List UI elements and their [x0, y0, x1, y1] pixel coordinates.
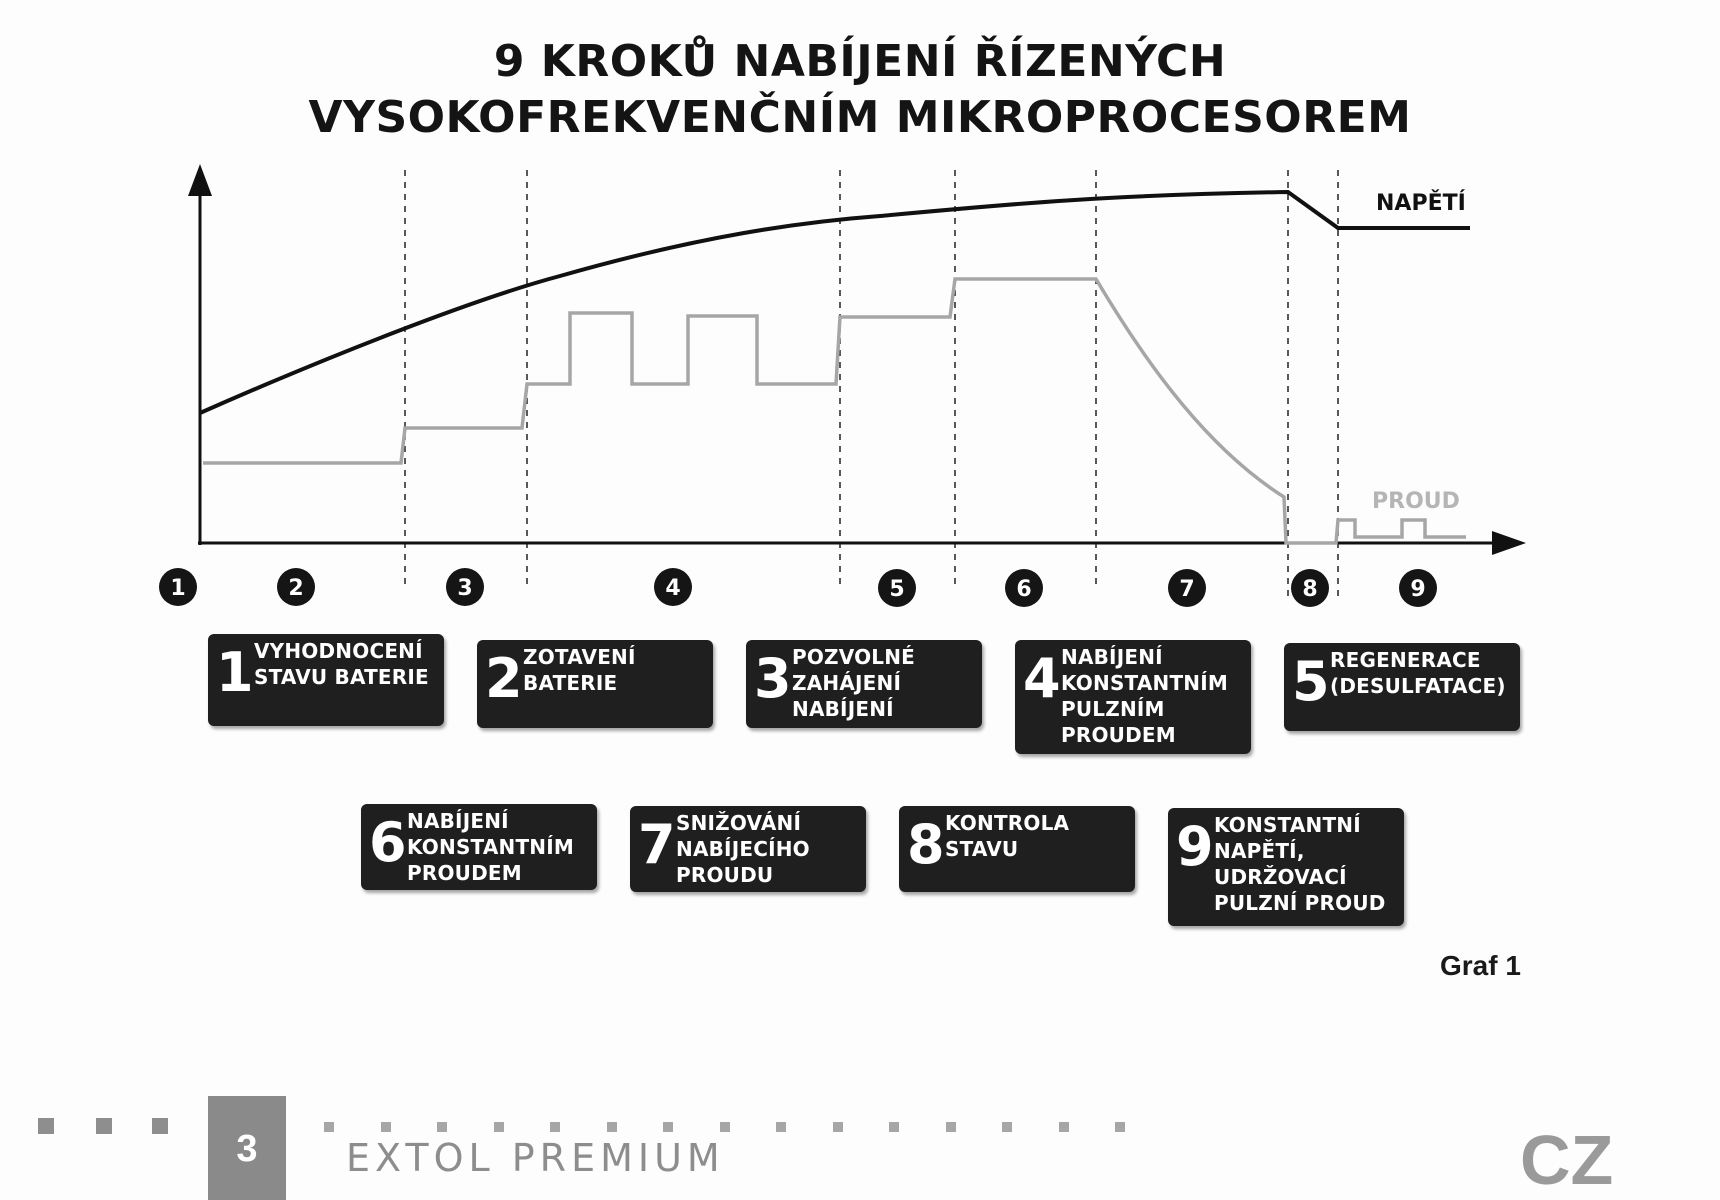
step-number: 3: [754, 647, 792, 710]
title-line-1: 9 KROKŮ NABÍJENÍ ŘÍZENÝCH: [493, 36, 1227, 87]
axes: [188, 164, 1526, 555]
step-number: 9: [1176, 815, 1214, 878]
footer-dot: [550, 1122, 560, 1132]
step-number: 4: [1023, 647, 1061, 710]
step-text: NABÍJENÍ KONSTANTNÍM PULZNÍM PROUDEM: [1061, 645, 1228, 747]
charging-diagram: [0, 0, 1596, 620]
footer-dot: [381, 1122, 391, 1132]
y-axis-arrow-icon: [188, 164, 212, 196]
step-box-3: [746, 640, 982, 728]
step-number: 2: [485, 647, 523, 710]
step-box-2: [477, 640, 713, 728]
footer-square: [96, 1118, 112, 1134]
footer-dot: [720, 1122, 730, 1132]
phase-number-row: [159, 568, 1437, 607]
step-box-6: [361, 804, 597, 890]
footer-dot: [833, 1122, 843, 1132]
step-box-7: [630, 806, 866, 892]
figure-label: Graf 1: [1440, 950, 1521, 981]
step-box-9: [1168, 808, 1404, 926]
step-box-5: [1284, 643, 1520, 731]
phase-number: 8: [1302, 577, 1318, 602]
phase-number: 6: [1016, 577, 1032, 602]
voltage-label: NAPĚTÍ: [1376, 191, 1466, 216]
step-text: KONTROLA STAVU: [945, 811, 1070, 861]
page-number: 3: [236, 1128, 258, 1170]
footer-dot: [1002, 1122, 1012, 1132]
phase-number: 3: [457, 576, 473, 601]
step-text: POZVOLNÉ ZAHÁJENÍ NABÍJENÍ: [792, 645, 916, 721]
language-code: CZ: [1520, 1121, 1614, 1199]
step-text: VYHODNOCENÍ STAVU BATERIE: [254, 639, 429, 689]
step-box-1: [208, 634, 444, 726]
phase-number: 2: [288, 576, 304, 601]
footer-square: [152, 1118, 168, 1134]
current-label: PROUD: [1372, 489, 1460, 514]
step-number: 8: [907, 813, 945, 876]
step-text: REGENERACE (DESULFATACE): [1330, 648, 1506, 698]
current-curve: [203, 279, 1466, 543]
phase-number: 1: [170, 576, 186, 601]
footer-square: [38, 1118, 54, 1134]
step-box-4: [1015, 640, 1251, 754]
phase-number: 9: [1410, 577, 1426, 602]
phase-number: 5: [889, 577, 905, 602]
step-text: ZOTAVENÍ BATERIE: [523, 645, 636, 695]
footer-dot: [324, 1122, 334, 1132]
x-axis-arrow-icon: [1492, 531, 1526, 555]
phase-number: 7: [1179, 577, 1195, 602]
footer-dot: [437, 1122, 447, 1132]
step-text: NABÍJENÍ KONSTANTNÍM PROUDEM: [407, 809, 574, 885]
footer-dot: [946, 1122, 956, 1132]
title-line-2: VYSOKOFREKVENČNÍM MIKROPROCESOREM: [308, 92, 1412, 143]
footer-dot: [494, 1122, 504, 1132]
footer-dot: [776, 1122, 786, 1132]
step-number: 1: [216, 641, 254, 704]
step-box-8: [899, 806, 1135, 892]
step-text: KONSTANTNÍ NAPĚTÍ, UDRŽOVACÍ PULZNÍ PROUD: [1214, 813, 1386, 915]
footer-dot: [607, 1122, 617, 1132]
footer-dot: [1115, 1122, 1125, 1132]
step-number: 5: [1292, 650, 1330, 713]
step-text: SNIŽOVÁNÍ NABÍJECÍHO PROUDU: [676, 811, 810, 887]
brand-name: EXTOL PREMIUM: [346, 1136, 725, 1180]
footer-dot: [1059, 1122, 1069, 1132]
step-number: 6: [369, 811, 407, 874]
step-number: 7: [638, 813, 676, 876]
phase-number: 4: [665, 576, 681, 601]
footer-dot: [889, 1122, 899, 1132]
footer-dot: [663, 1122, 673, 1132]
